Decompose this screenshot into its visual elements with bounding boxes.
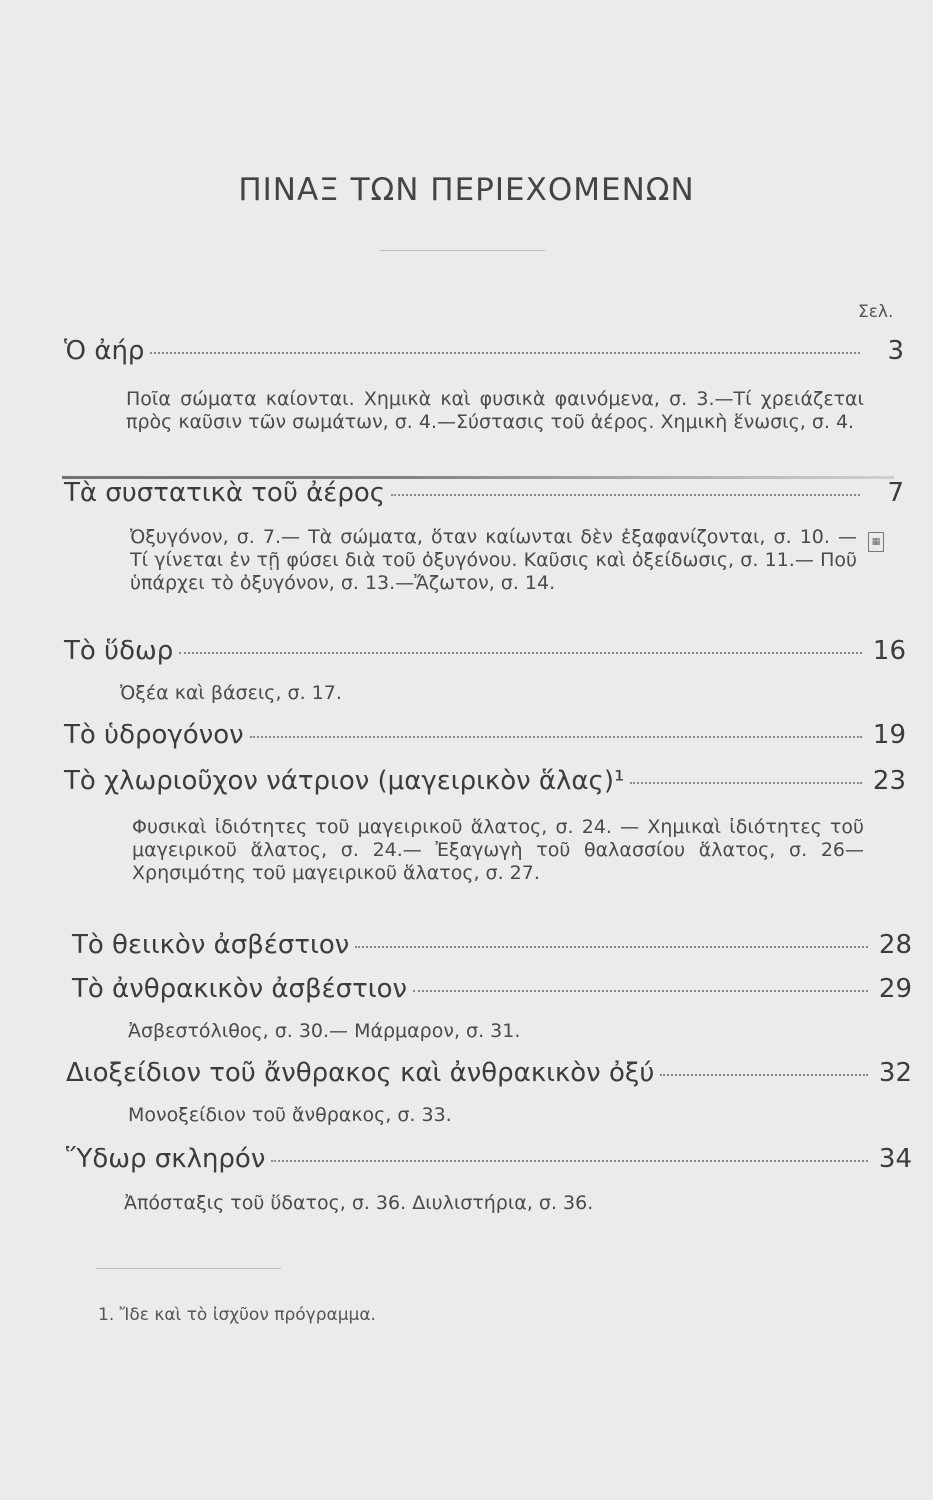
toc-entry-subtopics: Ὀξέα καὶ βάσεις, σ. 17.	[120, 682, 342, 704]
toc-entry-label: Τὸ ὕδωρ	[64, 636, 174, 666]
leader-dots	[413, 990, 868, 992]
toc-entry	[64, 720, 906, 750]
leader-dots	[150, 352, 860, 354]
footnote: 1. Ἴδε καὶ τὸ ἰσχῦον πρόγραμμα.	[98, 1305, 376, 1325]
toc-entry-label: Τὸ θειικὸν ἀσβέστιον	[72, 930, 350, 960]
toc-entry-label: Τὸ ὑδρογόνον	[64, 720, 244, 750]
toc-entry-label: Διοξείδιον τοῦ ἄνθρακος καὶ ἀνθρακικὸν ὀξύ	[66, 1058, 655, 1088]
toc-entry-label: Τὸ ἀνθρακικὸν ἀσβέστιον	[72, 974, 408, 1004]
leader-dots	[179, 652, 862, 654]
toc-entry-label: Τὰ συστατικὰ τοῦ ἀέρος	[64, 478, 385, 508]
toc-entry	[72, 930, 912, 960]
toc-entry-subtopics: Φυσικαὶ ἰδιότητες τοῦ μαγειρικοῦ ἅλατος, σ. 24. — Χημικαὶ ἰδιότητες τοῦ μαγειρικοῦ ἅλατος, σ. 24.— Ἐξαγωγὴ τοῦ θαλασσίου ἅλατος, σ. 26— Χρησιμότης τοῦ μαγειρικοῦ ἅλατος, σ. 27.	[132, 816, 864, 884]
leader-dots	[660, 1074, 868, 1076]
toc-entry	[64, 766, 906, 796]
toc-entry	[64, 336, 904, 366]
toc-entry	[64, 636, 906, 666]
toc-entry-page: 3	[887, 336, 904, 366]
leader-dots	[630, 782, 862, 784]
toc-entry	[72, 974, 912, 1004]
toc-entry-label: Ὕδωρ σκληρόν	[66, 1144, 266, 1174]
toc-entry-page: 19	[872, 720, 906, 750]
stamp-mark-icon: ▦	[868, 532, 884, 552]
toc-entry-subtopics: Ἀσβεστόλιθος, σ. 30.— Μάρμαρον, σ. 31.	[128, 1020, 521, 1042]
toc-entry-page: 16	[872, 636, 906, 666]
toc-entry-page: 32	[878, 1058, 912, 1088]
toc-entry-subtopics: Ὀξυγόνον, σ. 7.— Τὰ σώματα, ὅταν καίωνται δὲν ἐξαφανίζονται, σ. 10. — Τί γίνεται ἐν τῇ φύσει διὰ τοῦ ὀξυγόνου. Καῦσις καὶ ὀξείδωσις, σ. 11.— Ποῦ ὑπάρχει τὸ ὀξυγόνον, σ. 13.—Ἄζωτον, σ. 14.	[130, 526, 857, 594]
leader-dots	[391, 494, 860, 496]
toc-entry-label: Τὸ χλωριοῦχον νάτριον (μαγειρικὸν ἅλας)¹	[64, 766, 625, 796]
leader-dots	[271, 1160, 868, 1162]
toc-entry	[66, 1058, 912, 1088]
toc-entry-page: 29	[878, 974, 912, 1004]
leader-dots	[355, 946, 868, 948]
toc-entry-page: 7	[887, 478, 904, 508]
page-title: ΠΙΝΑΞ ΤΩΝ ΠΕΡΙΕΧΟΜΕΝΩΝ	[238, 172, 695, 208]
toc-entry-page: 34	[878, 1144, 912, 1174]
title-divider	[380, 250, 545, 251]
toc-entry-page: 28	[878, 930, 912, 960]
toc-entry-page: 23	[872, 766, 906, 796]
page-column-label: Σελ.	[858, 302, 894, 322]
toc-entry-label: Ὁ ἀήρ	[64, 336, 145, 366]
toc-entry-subtopics: Ἀπόσταξις τοῦ ὕδατος, σ. 36. Διυλιστήρια, σ. 36.	[124, 1192, 594, 1214]
toc-entry-subtopics: Μονοξείδιον τοῦ ἄνθρακος, σ. 33.	[128, 1104, 452, 1126]
leader-dots	[250, 736, 862, 738]
toc-entry	[66, 1144, 912, 1174]
toc-entry	[64, 478, 904, 508]
toc-entry-subtopics: Ποῖα σώματα καίονται. Χημικὰ καὶ φυσικὰ φαινόμενα, σ. 3.—Τί χρειάζεται πρὸς καῦσιν τῶν σωμάτων, σ. 4.—Σύστασις τοῦ ἀέρος. Χημικὴ ἕνωσις, σ. 4.	[126, 388, 864, 433]
footnote-divider	[96, 1268, 281, 1269]
